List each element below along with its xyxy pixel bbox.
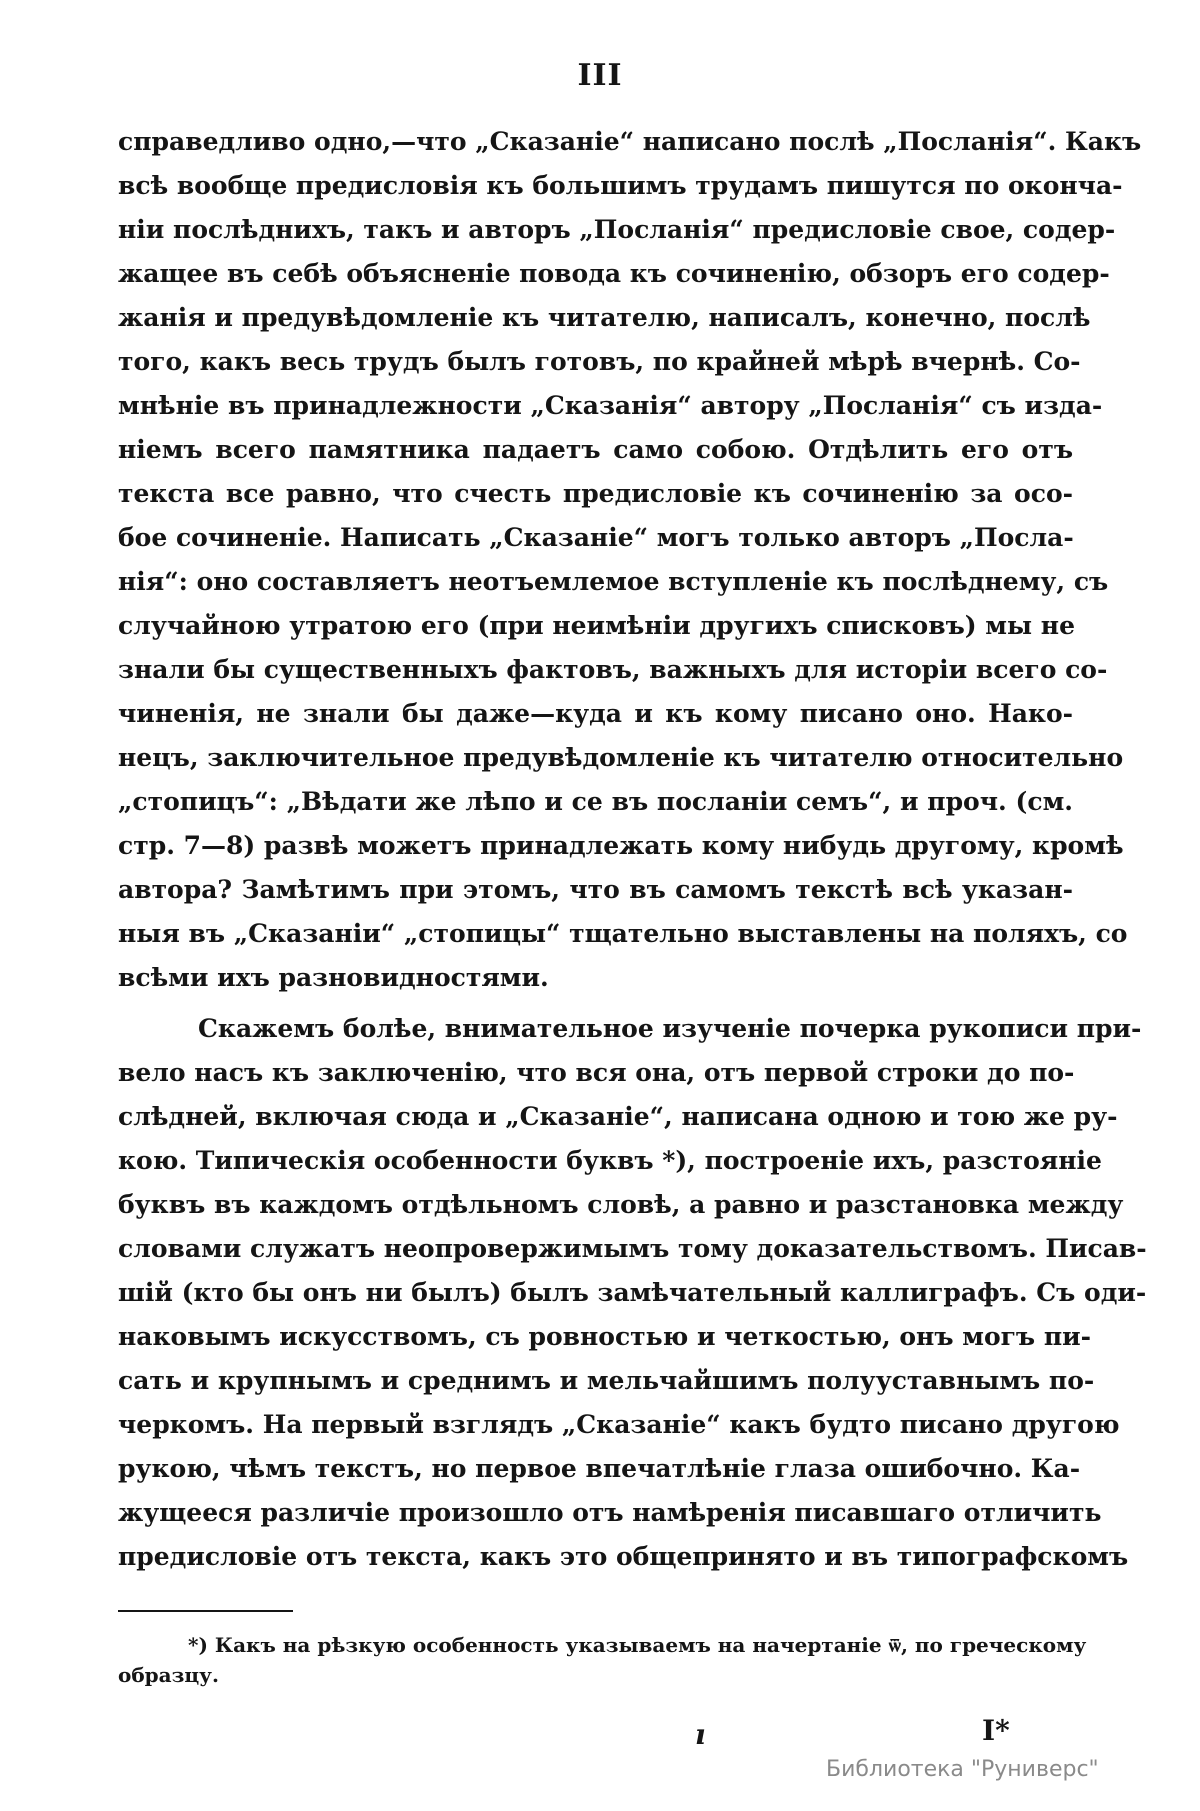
text-line: ныя въ „Сказаніи“ „стопицы“ тщательно выставлены на поляхъ, со	[118, 919, 1128, 948]
footnote-line: образцу.	[118, 1663, 219, 1687]
paragraph-2	[118, 1007, 1147, 1579]
text-line: шій (кто бы онъ ни былъ) былъ замѣчательный каллиграфъ. Съ оди-	[118, 1278, 1147, 1307]
footnote	[118, 1630, 1087, 1690]
text-line: того, какъ весь трудъ былъ готовъ, по крайней мѣрѣ вчернѣ. Со-	[118, 347, 1081, 376]
text-line: знали бы существенныхъ фактовъ, важныхъ для исторіи всего со-	[118, 655, 1108, 684]
text-line: ніемъ всего памятника падаетъ само собою. Отдѣлить его отъ	[118, 435, 1073, 464]
text-line: автора? Замѣтимъ при этомъ, что въ самомъ текстѣ всѣ указан-	[118, 875, 1073, 904]
text-line: всѣ вообще предисловія къ большимъ трудамъ пишутся по окончa-	[118, 171, 1123, 200]
footnote-line: *) Какъ на рѣзкую особенность указываемъ на начертаніе ѿ, по греческому	[188, 1633, 1087, 1657]
text-line: нія“: оно составляетъ неотъемлемое вступленіе къ послѣднему, съ	[118, 567, 1109, 596]
text-line: рукою, чѣмъ текстъ, но первое впечатлѣніе глаза ошибочно. Ка-	[118, 1454, 1081, 1483]
text-line: жанія и предувѣдомленіе къ читателю, написалъ, конечно, послѣ	[118, 303, 1091, 332]
text-line: черкомъ. На первый взглядъ „Сказаніе“ какъ будто писано другою	[118, 1410, 1120, 1439]
footnote-divider	[118, 1610, 293, 1612]
text-line: текста все равно, что счесть предисловіе къ сочиненію за осо-	[118, 479, 1073, 508]
text-line: чиненія, не знали бы даже—куда и къ кому писано оно. Нако-	[118, 699, 1073, 728]
library-watermark: Библиотека "Руниверс"	[826, 1757, 1099, 1782]
text-line: кою. Типическія особенности буквъ *), построеніе ихъ, разстояніе	[118, 1146, 1102, 1175]
text-line: наковымъ искусствомъ, съ ровностью и четкостью, онъ могъ пи-	[118, 1322, 1092, 1351]
text-line: жущееся различіе произошло отъ намѣренія писавшаго отличить	[118, 1498, 1102, 1527]
text-line: нецъ, заключительное предувѣдомленіе къ читателю относительно	[118, 743, 1124, 772]
sheet-signature: I*	[982, 1714, 1010, 1747]
text-line: случайною утратою его (при неимѣніи другихъ списковъ) мы не	[118, 611, 1075, 640]
text-line: бое сочиненіе. Написать „Сказаніе“ могъ только авторъ „Посла-	[118, 523, 1074, 552]
body-text	[118, 120, 1147, 1579]
text-line: слѣдней, включая сюда и „Сказаніе“, написана одною и тою же ру-	[118, 1102, 1118, 1131]
text-line: вело насъ къ заключенію, что вся она, отъ первой строки до по-	[118, 1058, 1075, 1087]
printer-mark: ı	[695, 1718, 706, 1751]
text-line: Скажемъ болѣе, внимательное изученіе почерка рукописи при-	[198, 1014, 1142, 1043]
text-line: всѣми ихъ разновидностями.	[118, 963, 549, 992]
text-line: стр. 7—8) развѣ можетъ принадлежать кому нибудь другому, кромѣ	[118, 831, 1124, 860]
text-line: сать и крупнымъ и среднимъ и мельчайшимъ полууставнымъ по-	[118, 1366, 1095, 1395]
text-line: жащее въ себѣ объясненіе повода къ сочиненію, обзоръ его содер-	[118, 259, 1110, 288]
text-line: справедливо одно,—что „Сказаніе“ написано послѣ „Посланія“. Какъ	[118, 127, 1142, 156]
text-line: ніи послѣднихъ, такъ и авторъ „Посланія“ предисловіе свое, содер-	[118, 215, 1116, 244]
text-line: „стопицъ“: „Вѣдати же лѣпо и се въ посланіи семъ“, и проч. (см.	[118, 787, 1073, 816]
page-number: III	[577, 58, 623, 93]
text-line: словами служатъ неопровержимымъ тому доказательствомъ. Писав-	[118, 1234, 1147, 1263]
text-line: предисловіе отъ текста, какъ это общепринято и въ типографскомъ	[118, 1542, 1129, 1571]
text-line: мнѣніе въ принадлежности „Сказанія“ автору „Посланія“ съ изда-	[118, 391, 1103, 420]
paragraph-1	[118, 120, 1142, 1000]
text-line: буквъ въ каждомъ отдѣльномъ словѣ, а равно и разстановка между	[118, 1190, 1124, 1219]
